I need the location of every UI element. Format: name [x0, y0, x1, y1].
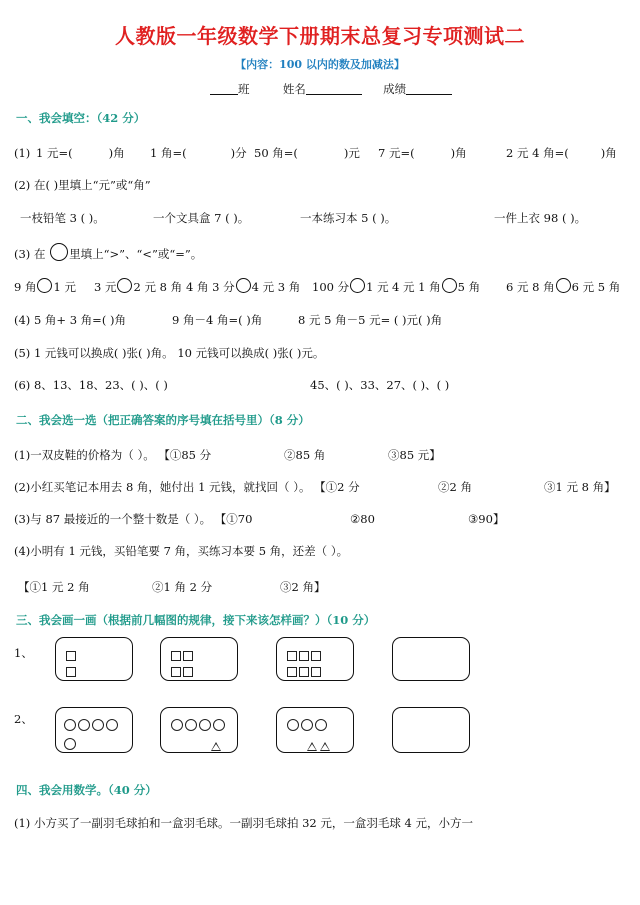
q2-1-stem: (1)一双皮鞋的价格为（ ）。 【①85 分: [14, 448, 212, 462]
circle-icon: [64, 719, 76, 731]
name-blank[interactable]: [306, 82, 362, 95]
circle-icon: [185, 719, 197, 731]
q1-2-line: (2) 在( )里填上“元”或“角”: [14, 178, 151, 192]
compare-circle[interactable]: [350, 278, 365, 293]
square-icon: [287, 667, 297, 677]
square-icon: [171, 651, 181, 661]
q1-3-item-3: 4 角 3 分 4 元 3 角: [186, 280, 301, 294]
compare-circle[interactable]: [37, 278, 52, 293]
q1-2-d: 一件上衣 98 ( )。: [494, 211, 587, 225]
square-icon: [183, 651, 193, 661]
q1-1-part-c: 50 角=( )元: [254, 146, 360, 160]
square-icon: [171, 667, 181, 677]
q1-5: (5) 1 元钱可以换成( )张( )角。 10 元钱可以换成( )张( )元。: [14, 346, 325, 360]
q2-3-option-3: ③90】: [468, 512, 505, 526]
q2-2-stem: (2)小红买笔记本用去 8 角，她付出 1 元钱，就找回（ ）。 【①2 分: [14, 480, 360, 494]
q1-4-c: 8 元 5 角－5 元= ( )元( )角: [298, 313, 443, 327]
square-icon: [299, 667, 309, 677]
square-icon: [287, 651, 297, 661]
triangle-icon: [307, 742, 317, 751]
class-blank[interactable]: [210, 82, 238, 95]
q1-6-b: 45、( )、33、27、( )、( ): [310, 378, 450, 392]
q2-2-option-3: ③1 元 8 角】: [544, 480, 616, 494]
q2-1-option-2: ②85 角: [284, 448, 326, 462]
section-3-heading: 三、我会画一画（根据前几幅图的规律，接下来该怎样画？）（10 分）: [16, 613, 376, 627]
q2-4-option-1: 【①1 元 2 角: [18, 580, 90, 594]
q2-3-option-2: ②80: [350, 512, 375, 526]
circle-icon: [315, 719, 327, 731]
q1-2-a: 一枝铅笔 3 ( )。: [20, 211, 105, 225]
compare-circle[interactable]: [236, 278, 251, 293]
triangle-icon: [320, 742, 330, 751]
circle-icon: [171, 719, 183, 731]
pattern-row-1-label: 1、: [14, 646, 33, 660]
pattern-1-box-2: [160, 637, 238, 681]
q1-1-number: (1): [14, 146, 31, 160]
class-label: 班: [238, 82, 250, 96]
circle-icon: [213, 719, 225, 731]
section-2-heading: 二、我会选一选（把正确答案的序号填在括号里）（8 分）: [16, 413, 310, 427]
q2-3-stem: (3)与 87 最接近的一个整十数是（ ）。 【①70: [14, 512, 253, 526]
square-icon: [311, 667, 321, 677]
q1-1-part-a: 1 元=( )角: [36, 146, 125, 160]
circle-icon: [50, 243, 68, 261]
q2-1-option-3: ③85 元】: [388, 448, 441, 462]
score-label: 成绩: [383, 82, 407, 96]
circle-icon: [92, 719, 104, 731]
q2-2-option-2: ②2 角: [438, 480, 472, 494]
page-title: 人教版一年级数学下册期末总复习专项测试二: [115, 24, 525, 48]
q1-3-item-5: 4 元 1 角 5 角: [392, 280, 481, 294]
q1-4-a: (4) 5 角+ 3 角=( )角: [14, 313, 126, 327]
pattern-2-answer-box[interactable]: [392, 707, 470, 753]
q4-1-text: (1) 小方买了一副羽毛球拍和一盒羽毛球。一副羽毛球拍 32 元，一盒羽毛球 4 元，小方一: [14, 816, 474, 830]
pattern-row-2-label: 2、: [14, 712, 33, 726]
q1-1-part-d: 7 元=( )角: [378, 146, 467, 160]
circle-icon: [301, 719, 313, 731]
square-icon: [66, 667, 76, 677]
page-subtitle: 【内容：100 以内的数及加减法】: [235, 58, 405, 71]
pattern-2-box-1: [55, 707, 133, 753]
q2-4-option-3: ③2 角】: [280, 580, 326, 594]
compare-circle[interactable]: [556, 278, 571, 293]
pattern-1-answer-box[interactable]: [392, 637, 470, 681]
q1-1-part-e: 2 元 4 角=( )角: [506, 146, 617, 160]
circle-icon: [287, 719, 299, 731]
q1-3-item-1: 9 角 1 元: [14, 280, 76, 294]
student-info-line: [210, 82, 452, 96]
pattern-2-box-3: [276, 707, 354, 753]
circle-icon: [199, 719, 211, 731]
pattern-1-box-1: [55, 637, 133, 681]
circle-icon: [106, 719, 118, 731]
compare-circle[interactable]: [117, 278, 132, 293]
square-icon: [183, 667, 193, 677]
pattern-1-box-3: [276, 637, 354, 681]
pattern-2-box-2: [160, 707, 238, 753]
square-icon: [311, 651, 321, 661]
score-blank[interactable]: [406, 82, 452, 95]
triangle-icon: [211, 742, 221, 751]
q1-3-line: (3) 在 里填上“>”、“<”或“=”。: [14, 243, 202, 261]
q2-4-stem: (4)小明有 1 元钱，买铅笔要 7 角，买练习本要 5 角，还差（ ）。: [14, 544, 349, 558]
q1-2-c: 一本练习本 5 ( )。: [300, 211, 397, 225]
circle-icon: [78, 719, 90, 731]
q1-3-item-2: 3 元 2 元 8 角: [94, 280, 183, 294]
q1-4-b: 9 角－4 角=( )角: [172, 313, 263, 327]
q2-4-option-2: ②1 角 2 分: [152, 580, 213, 594]
name-label: 姓名: [282, 82, 306, 96]
square-icon: [66, 651, 76, 661]
section-4-heading: 四、我会用数学。（40 分）: [16, 783, 157, 797]
compare-circle[interactable]: [442, 278, 457, 293]
q1-1-part-b: 1 角=( )分: [150, 146, 247, 160]
section-1-heading: 一、我会填空：（42 分）: [16, 111, 146, 125]
circle-icon: [64, 738, 76, 750]
square-icon: [299, 651, 309, 661]
q1-2-b: 一个文具盒 7 ( )。: [153, 211, 250, 225]
q1-6-a: (6) 8、13、18、23、( )、( ): [14, 378, 168, 392]
q1-3-item-4: 100 分 1 元: [312, 280, 389, 294]
q1-3-item-6: 6 元 8 角 6 元 5 角: [506, 280, 621, 294]
